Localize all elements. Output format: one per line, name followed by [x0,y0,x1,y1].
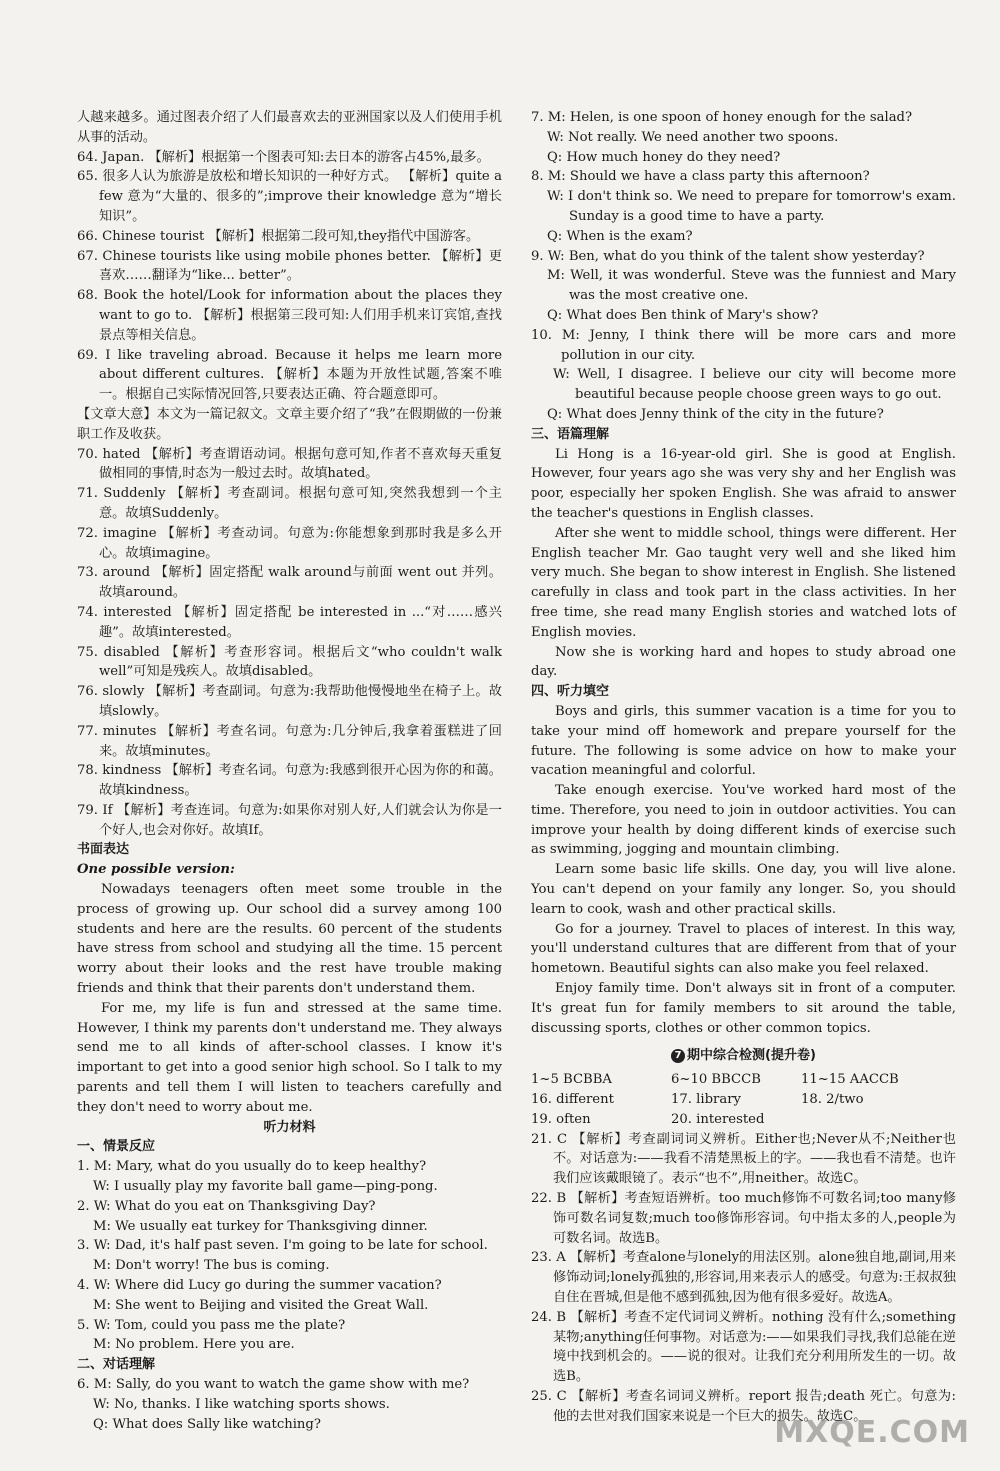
dialog-line: Q: What does Ben think of Mary's show? [547,307,819,323]
answer-item: 78. kindness 【解析】考查名词。句意为:我感到很开心因为你的和蔼。故填kindness。 [77,763,502,799]
answer-item: 76. slowly 【解析】考查副词。句意为:我帮助他慢慢地坐在椅子上。故填slowly。 [77,684,502,719]
number-badge-icon: 7 [671,1049,685,1063]
answer-item: 66. Chinese tourist 【解析】根据第二段可知,they指代中国游客。 [77,228,480,244]
passage-paragraph: Li Hong is a 16-year-old girl. She is good at English. However, four years ago she was very shy and her English was poor, especially her spoken English. She was afraid to answer the teacher's questions in English classes. [531,446,956,521]
dialog-line: W: I usually play my favorite ball game—ping-pong. [93,1179,438,1195]
dialog-line: M: Don't worry! The bus is coming. [93,1258,330,1274]
answer-item: 72. imagine 【解析】考查动词。句意为:你能想象到那时我是多么开心。故填imagine。 [77,525,502,561]
passage-paragraph: Take enough exercise. You've worked hard most of the time. Therefore, you need to join in outdoor activities. You can improve your health by doing different kinds of exercise such as swimming, jogging and mountain climbing. [531,783,956,858]
writing-heading: 书面表达 [77,842,130,858]
answer-cell: 18. 2/two [801,1092,864,1108]
answer-cell: 19. often [531,1111,591,1127]
explanation-item: 25. C 【解析】考查名词词义辨析。report 报告;death 死亡。句意为:他的去世对我们国家来说是一个巨大的损失。故选C。 [531,1389,956,1424]
answer-item: 79. If 【解析】考查连词。句意为:如果你对别人好,人们就会认为你是一个好人,也会对你好。故填If。 [77,802,502,838]
exam-title [531,1046,956,1066]
right-column [531,108,956,1427]
answer-cell: 11~15 AACCB [801,1072,899,1088]
explanation-item: 21. C 【解析】考查副词词义辨析。Either也;Never从不;Neither也不。对话意为:——我看不清楚黑板上的字。——我也看不清楚。也许我们应该戴眼镜了。表示“也不”,用neither。故选C。 [531,1131,956,1187]
dialog-line: 3. W: Dad, it's half past seven. I'm going to be late for school. [77,1238,488,1254]
dialog-line: W: No, thanks. I like watching sports shows. [93,1396,390,1412]
dialog-line: M: Well, it was wonderful. Steve was the funniest and Mary was the most creative one. [547,268,956,304]
answers-70-79 [77,445,502,841]
answer-item: 64. Japan. 【解析】根据第一个图表可知:去日本的游客占45%,最多。 [77,149,490,165]
answer-item: 73. around 【解析】固定搭配 walk around与前面 went out 并列。故填around。 [77,565,502,601]
answer-item: 75. disabled 【解析】考查形容词。根据后文“who couldn't walk well”可知是残疾人。故填disabled。 [77,644,502,680]
site-watermark: MXQE.COM [774,1415,970,1451]
answer-item: 77. minutes 【解析】考查名词。句意为:几分钟后,我拿着蛋糕进了回来。故填minutes。 [77,723,502,759]
dialog-line: M: She went to Beijing and visited the Great Wall. [93,1297,429,1313]
dialog-line: M: We usually eat turkey for Thanksgiving dinner. [93,1218,428,1234]
section-heading: 三、语篇理解 [531,426,610,442]
left-column [77,108,502,1434]
dialog-line: 5. W: Tom, could you pass me the plate? [77,1317,346,1333]
answer-item: 67. Chinese tourists like using mobile phones better. 【解析】更喜欢……翻译为“like... better”。 [77,248,502,284]
dialog-line: 4. W: Where did Lucy go during the summer vacation? [77,1278,442,1294]
answer-item: 69. I like traveling abroad. Because it helps me learn more about different cultures. 【解析】本题为开放性试题,答案不唯一。根据自己实际情况回答,只要表达正确、符合题意即可。 [77,347,502,403]
explanation-item: 22. B 【解析】考查短语辨析。too much修饰不可数名词;too many修饰可数名词复数;much too修饰形容词。句中指太多的人,people为可数名词。故选B。 [531,1191,956,1246]
explanation-item: 23. A 【解析】考查alone与lonely的用法区别。alone独自地,副词,用来修饰动词;lonely孤独的,形容词,用来表示人的感受。句意为:王叔叔独自住在晋城,但是他不感到孤独,因为他有很多爱好。故选A。 [531,1250,956,1306]
answer-item: 71. Suddenly 【解析】考查副词。根据句意可知,突然我想到一个主意。故填Suddenly。 [77,486,502,521]
dialog-line: 10. M: Jenny, I think there will be more cars and more pollution in our city. [531,327,956,363]
dialog-line: Q: How much honey do they need? [547,149,781,165]
dialog-line: 6. M: Sally, do you want to watch the game show with me? [77,1377,470,1392]
answers-64-69 [77,148,502,405]
dialog-line: 7. M: Helen, is one spoon of honey enough for the salad? [531,110,913,125]
answer-item: 65. 很多人认为旅游是放松和增长知识的一种好方式。 【解析】quite a few 意为“大量的、很多的”;improve their knowledge 意为“增长知识”。 [77,169,502,224]
explanation-list [531,1130,956,1427]
answer-cell: 1~5 BCBBA [531,1072,612,1088]
passage-paragraph: Go for a journey. Travel to places of interest. In this way, you'll understand cultures that are different from that of your hometown. Beautiful sights can also make you feel relaxed. [531,921,956,977]
answer-cell: 20. interested [671,1111,765,1127]
explanation-item: 24. B 【解析】考查不定代词词义辨析。nothing 没有什么;something 某物;anything任何事物。对话意为:——如果我们寻找,我们总能在逆境中找到机会的。——说的很对。让我们充分利用所发生的一切。故选B。 [531,1309,956,1385]
dialog-line: 9. W: Ben, what do you think of the talent show yesterday? [531,248,925,264]
dialog-line: 1. M: Mary, what do you usually do to keep healthy? [77,1159,427,1175]
intro-text: 人越来越多。通过图表介绍了人们最喜欢去的亚洲国家以及人们使用手机从事的活动。 [77,110,502,145]
passage-paragraph: Enjoy family time. Don't always sit in front of a computer. It's great fun for family members to sit around the table, discussing sports, clothes or other common topics. [531,981,956,1036]
article-summary: 【文章大意】本文为一篇记叙文。文章主要介绍了“我”在假期做的一份兼职工作及收获。 [77,406,502,442]
version-label: One possible version: [77,862,235,878]
essay-paragraph: For me, my life is fun and stressed at the same time. However, I think my parents don't understand me. They always send me to all kinds of after-school classes. I know it's important to get into a good senior high school. So I talk to my parents and tell them I will listen to teachers carefully and they don't need to worry about me. [77,1000,502,1115]
dialog-line: Q: What does Jenny think of the city in the future? [547,406,884,422]
answer-item: 74. interested 【解析】固定搭配 be interested in ...“对……感兴趣”。故填interested。 [77,604,502,640]
section-heading: 二、对话理解 [77,1357,156,1373]
answer-cell: 17. library [671,1092,741,1108]
dialog-line: Q: When is the exam? [547,228,693,244]
listening-heading: 听力材料 [263,1119,316,1135]
passage-paragraph: Boys and girls, this summer vacation is a time for you to take your mind off homework and prepare yourself for the future. The following is some advice on how to make your vacation meaningful and colorful. [531,703,956,779]
dialog-line: Q: What does Sally like watching? [93,1416,321,1432]
answer-cell: 6~10 BBCCB [671,1072,761,1088]
section-heading: 四、听力填空 [531,684,610,700]
answer-item: 68. Book the hotel/Look for information about the places they want to go to. 【解析】根据第三段可知:人们用手机来订宾馆,查找景点等相关信息。 [77,288,502,343]
dialog-list [77,1157,502,1355]
dialog-line: W: I don't think so. We need to prepare for tomorrow's exam. Sunday is a good time to have a party. [547,189,956,224]
dialog-line: W: Not really. We need another two spoons. [547,129,839,145]
answer-item: 70. hated 【解析】考查谓语动词。根据句意可知,作者不喜欢每天重复做相同的事情,时态为一般过去时。故填hated。 [77,446,502,482]
dialog-line: 2. W: What do you eat on Thanksgiving Day? [77,1198,376,1214]
passage-paragraph: Now she is working hard and hopes to study abroad one day. [531,644,956,680]
dialog-line: M: No problem. Here you are. [93,1337,295,1353]
essay-paragraph: Nowadays teenagers often meet some trouble in the process of growing up. Our school did a survey among 100 students and here are the results. 60 percent of the students have stress from school and studying all the time. 15 percent worry about their looks and the rest have trouble making friends and think that their parents don't understand them. [77,882,502,997]
dialog-line: W: Well, I disagree. I believe our city will become more beautiful because people choose green ways to go out. [553,367,956,403]
section-heading: 一、情景反应 [77,1139,156,1155]
dialog-line: 8. M: Should we have a class party this afternoon? [531,169,870,185]
answer-key-grid [531,1070,956,1129]
answer-cell: 16. different [531,1092,614,1108]
answer-cell [801,1110,951,1130]
exam-title-text: 期中综合检测(提升卷) [687,1048,816,1064]
passage-paragraph: After she went to middle school, things were different. Her English teacher Mr. Gao taught very well and she liked him very much. She began to show interest in English. She listened carefully in class and took part in the class activities. In her free time, she read many English stories and watched lots of English movies. [531,525,956,640]
passage-paragraph: Learn some basic life skills. One day, you will live alone. You can't depend on your family any longer. So, you should learn to cook, wash and other practical skills. [531,862,956,917]
